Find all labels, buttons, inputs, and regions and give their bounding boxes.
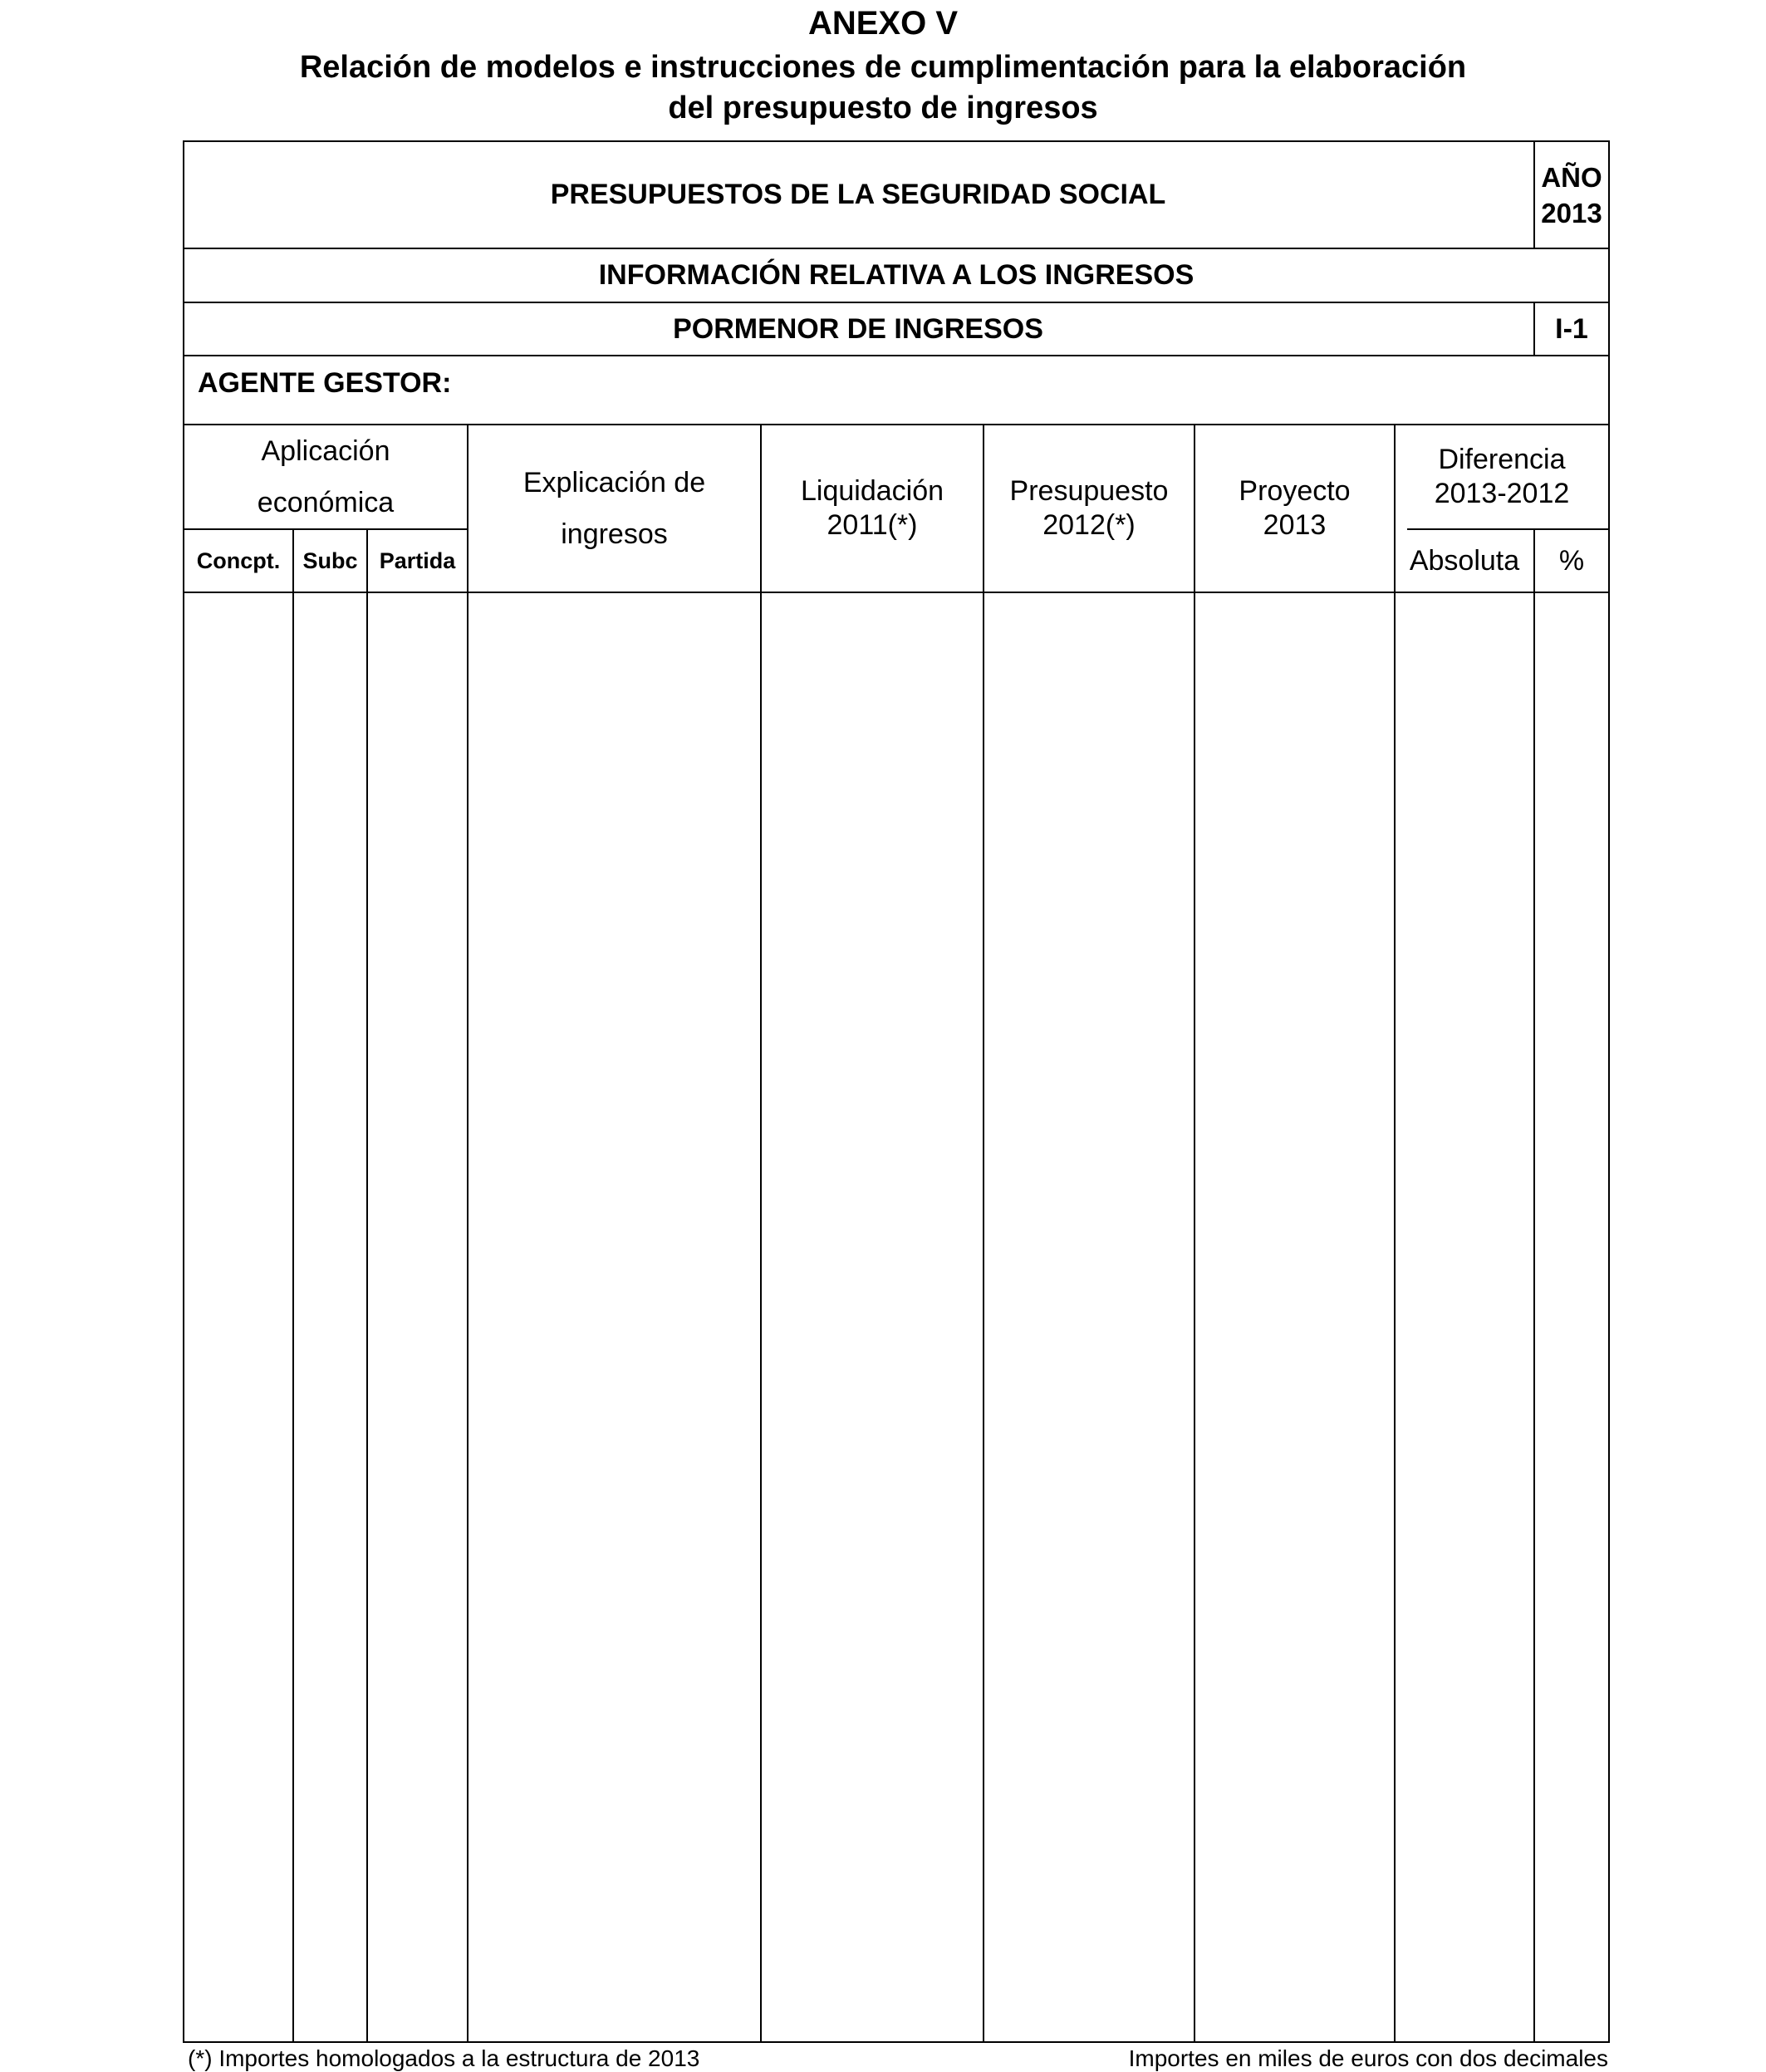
col-header-aplicacion-line2: económica — [257, 487, 395, 518]
form-code: I-1 — [1555, 312, 1588, 345]
footer-units: Importes en miles de euros con dos decimales — [1128, 2045, 1608, 2071]
col-header-presupuesto-line2: 2012(*) — [1042, 509, 1136, 541]
document-subtitle-line1: Relación de modelos e instrucciones de cumplimentación para la elaboración — [299, 50, 1467, 85]
col-header-proyecto-line2: 2013 — [1263, 509, 1327, 541]
col-header-liquidacion-line1: Liquidación — [800, 475, 944, 507]
col-header-aplicacion — [184, 425, 467, 528]
col-header-explicacion-line2: ingresos — [561, 518, 668, 550]
col-header-partida: Partida — [379, 547, 456, 573]
form-border-right — [1608, 140, 1610, 2043]
form-border-bottom — [183, 2041, 1610, 2043]
col-header-proyecto — [1195, 425, 1394, 592]
col-header-proyecto-line1: Proyecto — [1239, 475, 1351, 507]
col-header-diferencia-line1: Diferencia — [1438, 444, 1566, 475]
col-header-explicacion — [468, 425, 760, 592]
col-header-liquidacion-line2: 2011(*) — [827, 509, 918, 541]
col-header-percent: % — [1558, 544, 1585, 577]
year-label: AÑO — [1541, 161, 1602, 193]
col-header-aplicacion-line1: Aplicación — [261, 435, 390, 467]
col-header-absoluta: Absoluta — [1409, 544, 1520, 577]
income-detail-form — [183, 140, 1610, 2043]
agent-label: AGENTE GESTOR: — [198, 366, 452, 399]
col-header-diferencia-line2: 2013-2012 — [1434, 478, 1570, 509]
footer-note: (*) Importes homologados a la estructura de 2013 — [188, 2045, 700, 2071]
col-header-liquidacion — [762, 425, 983, 592]
subsection-title: PORMENOR DE INGRESOS — [673, 312, 1043, 345]
col-header-diferencia — [1396, 425, 1608, 528]
form-title: PRESUPUESTOS DE LA SEGURIDAD SOCIAL — [550, 179, 1166, 210]
col-header-subc: Subc — [302, 547, 358, 573]
section-title: INFORMACIÓN RELATIVA A LOS INGRESOS — [598, 259, 1195, 291]
col-header-presupuesto — [984, 425, 1194, 592]
year-value: 2013 — [1541, 197, 1602, 228]
annex-title: ANEXO V — [807, 5, 959, 42]
document-subtitle-line2: del presupuesto de ingresos — [668, 91, 1098, 125]
col-header-concept: Concpt. — [196, 547, 281, 573]
year-box — [1535, 142, 1608, 248]
data-entry-area — [184, 593, 1608, 2041]
col-header-explicacion-line1: Explicación de — [522, 467, 706, 498]
col-header-presupuesto-line1: Presupuesto — [1009, 475, 1169, 507]
